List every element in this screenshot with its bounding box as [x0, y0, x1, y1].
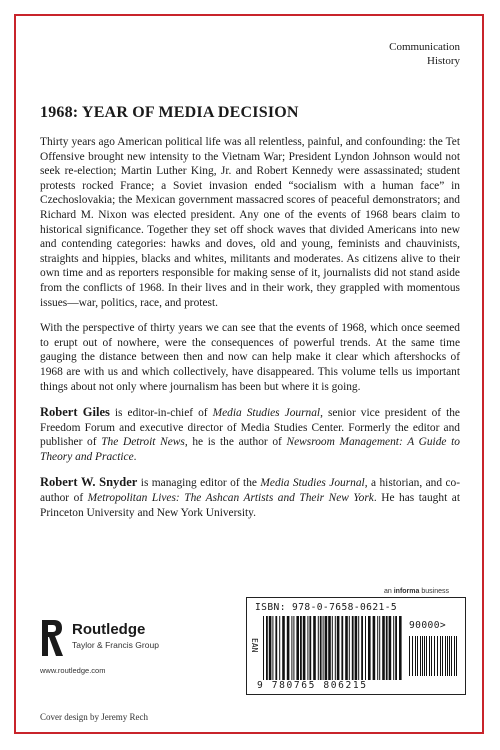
publisher-name: Routledge: [72, 621, 146, 638]
bio-text: , a historian, and co-author of: [40, 477, 461, 505]
informa-prefix: an: [384, 588, 394, 595]
isbn-text: ISBN: 978-0-7658-0621-5: [255, 602, 398, 613]
category-line-1: Communication: [389, 41, 460, 53]
bio-title: The Detroit News: [101, 436, 185, 449]
bio-text: . He has taught at Princeton University and New York University.: [40, 492, 460, 519]
author-name: Robert W. Snyder: [40, 475, 138, 490]
publisher-url: www.routledge.com: [40, 666, 106, 675]
price-code: 90000>: [409, 620, 447, 631]
paragraph-2: With the perspective of thirty years we can see that the events of 1968, which once seemed to erupt out of nowhere, were the consequences of powerful trends. At the same time gauging the distance between then and now can help make it clear which aftershocks of 1968 are with us and which collectively, have disappeared. This volume tells us important things about not only where journalism has been but where it is going.: [40, 322, 460, 393]
informa-brand: informa: [393, 588, 420, 595]
back-cover-text: [40, 135, 460, 531]
bio-title: Metropolitan Lives: The Ashcan Artists and Their New York: [87, 492, 374, 505]
paragraph-1: Thirty years ago American political life was all relentless, painful, and confounding: the Tet Offensive brought new intensity to the Vietnam War; President Lyndon Johnson would not seek re-election; Martin Luther King, Jr. and Robert Kennedy were assassinated; student protests rocked France; a Soviet invasion ended “socialism with a human face” in Czechoslovakia; the Mexican government massacred scores of peaceful demonstrators; and Richard M. Nixon was elected president. Any one of the events of 1968 bears claim to historical significance. Together they set off shock waves that divided Americans into new and contending categories: hawks and doves, old and young, feminists and chauvinists, straights and hippies, blacks and whites, militants and moderates. As citizens alive to their own time and as reporters responsible for making sense of it, journalists did not stand aside from the conflicts of 1968. In their lives and in their work, they grappled with momentous issues—war, politics, race, and protest.: [40, 136, 460, 309]
bio-text: , he is the author of: [184, 436, 287, 449]
ean-label: EAN: [250, 638, 259, 653]
cover-design-credit: Cover design by Jeremy Rech: [40, 712, 148, 722]
bio-text: , senior vice president of the Freedom Forum and executive director of Media Studies Center. Formerly the editor and publisher of: [40, 407, 460, 449]
ean-digits: 9 780765 806215: [257, 680, 368, 691]
bio-robert-snyder: [40, 475, 460, 520]
author-name: Robert Giles: [40, 405, 110, 420]
bio-title: Media Studies Journal: [260, 477, 365, 490]
bio-text: is managing editor of the: [137, 477, 261, 490]
bio-robert-giles: [40, 405, 460, 464]
category-line-2: History: [427, 55, 460, 67]
category-label: [389, 40, 460, 68]
bio-title: Media Studies Journal: [212, 407, 321, 420]
bio-text: .: [133, 450, 137, 463]
book-title: 1968: YEAR OF MEDIA DECISION: [40, 104, 299, 121]
publisher-group: Taylor & Francis Group: [72, 640, 159, 650]
ean-barcode: [263, 616, 403, 680]
publisher-logo-block: [40, 618, 210, 658]
bio-text: is editor-in-chief of: [109, 407, 213, 420]
informa-suffix: business: [419, 588, 449, 595]
bio-title: Newsroom Management: A Guide to Theory and Practice: [40, 436, 460, 463]
informa-business-tag: [384, 588, 449, 595]
barcode-box: [246, 597, 466, 695]
routledge-logo-icon: [40, 618, 66, 658]
price-barcode: [409, 636, 461, 676]
